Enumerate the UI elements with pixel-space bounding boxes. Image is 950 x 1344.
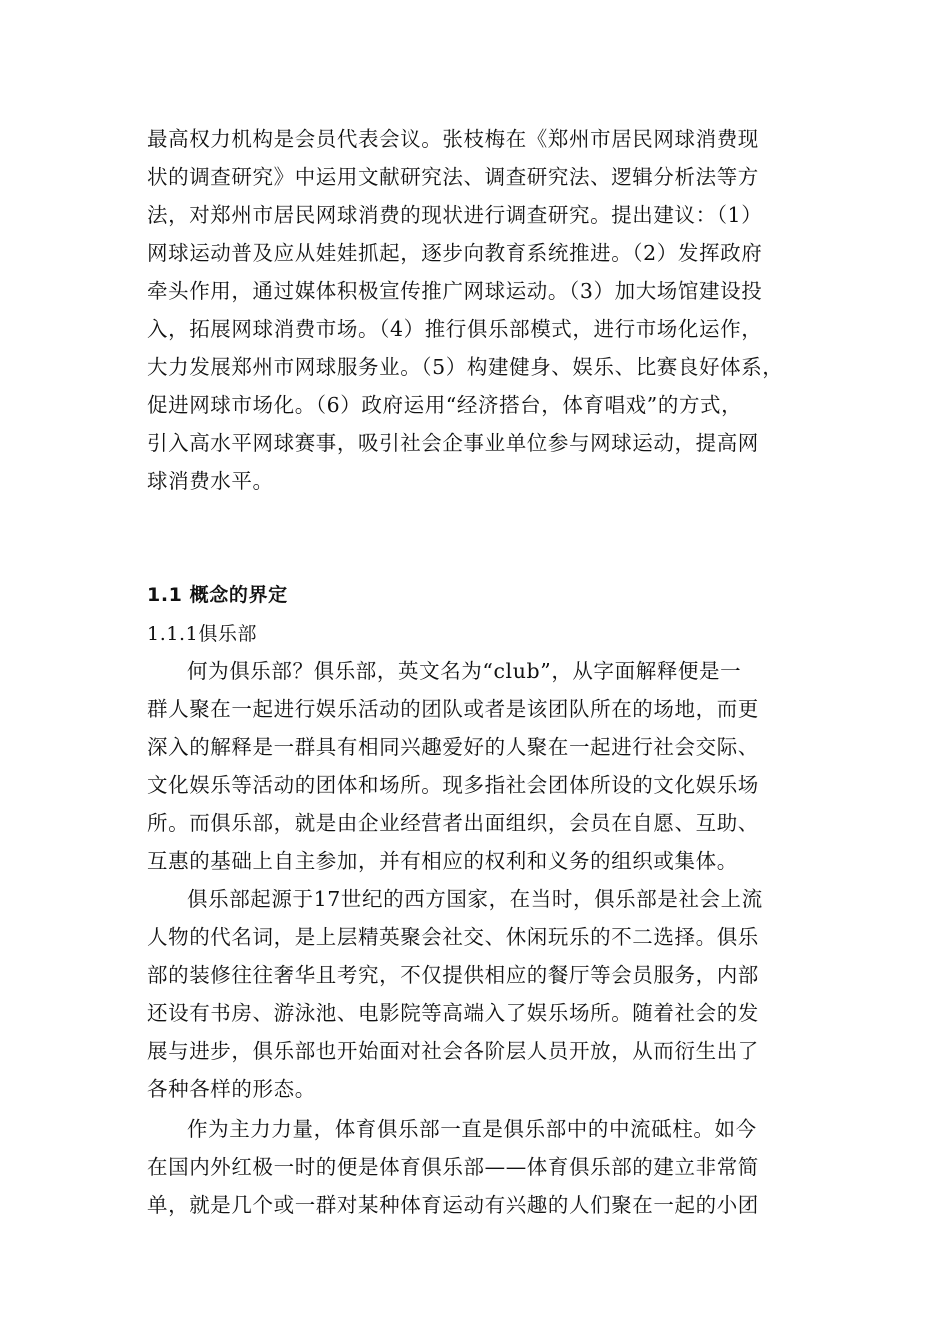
text-line: 人物的代名词，是上层精英聚会社交、休闲玩乐的不二选择。俱乐 [147,925,759,949]
text-line: 还设有书房、游泳池、电影院等高端入了娱乐场所。随着社会的发 [147,1001,759,1025]
text-line: 大力发展郑州市网球服务业。（5）构建健身、娱乐、比赛良好体系， [147,355,784,379]
text-line: 何为俱乐部？俱乐部，英文名为“club”，从字面解释便是一 [187,659,742,683]
text-line: 文化娱乐等活动的团体和场所。现多指社会团体所设的文化娱乐场 [147,773,759,797]
text-line: 各种各样的形态。 [147,1077,316,1101]
text-line: 单，就是几个或一群对某种体育运动有兴趣的人们聚在一起的小团 [147,1193,759,1217]
text-line: 所。而俱乐部，就是由企业经营者出面组织，会员在自愿、互助、 [147,811,759,835]
section-heading: 1.1 概念的界定 [147,584,288,606]
text-line: 在国内外红极一时的便是体育俱乐部——体育俱乐部的建立非常简 [147,1155,759,1179]
text-line: 群人聚在一起进行娱乐活动的团队或者是该团队所在的场地，而更 [147,697,759,721]
text-line: 俱乐部起源于17世纪的西方国家，在当时，俱乐部是社会上流 [187,887,763,911]
text-line: 部的装修往往奢华且考究，不仅提供相应的餐厅等会员服务，内部 [147,963,759,987]
subsection-heading: 1.1.1俱乐部 [147,623,258,645]
text-line: 深入的解释是一群具有相同兴趣爱好的人聚在一起进行社会交际、 [147,735,759,759]
text-line: 引入高水平网球赛事，吸引社会企事业单位参与网球运动，提高网 [147,431,759,455]
text-line: 网球运动普及应从娃娃抓起，逐步向教育系统推进。（2）发挥政府 [147,241,763,265]
text-line: 展与进步，俱乐部也开始面对社会各阶层人员开放，从而衍生出了 [147,1039,759,1063]
text-line: 状的调查研究》中运用文献研究法、调查研究法、逻辑分析法等方 [147,165,759,189]
text-line: 球消费水平。 [147,469,274,493]
text-line: 入，拓展网球消费市场。（4）推行俱乐部模式，进行市场化运作， [147,317,763,341]
text-line: 法，对郑州市居民网球消费的现状进行调查研究。提出建议：（1） [147,203,763,227]
text-line: 促进网球市场化。（6）政府运用“经济搭台，体育唱戏”的方式， [147,393,743,417]
text-line: 牵头作用，通过媒体积极宣传推广网球运动。（3）加大场馆建设投 [147,279,763,303]
text-line: 最高权力机构是会员代表会议。张枝梅在《郑州市居民网球消费现 [147,127,759,151]
text-line: 互惠的基础上自主参加，并有相应的权利和义务的组织或集体。 [147,849,738,873]
text-line: 作为主力力量，体育俱乐部一直是俱乐部中的中流砥柱。如今 [187,1117,757,1141]
